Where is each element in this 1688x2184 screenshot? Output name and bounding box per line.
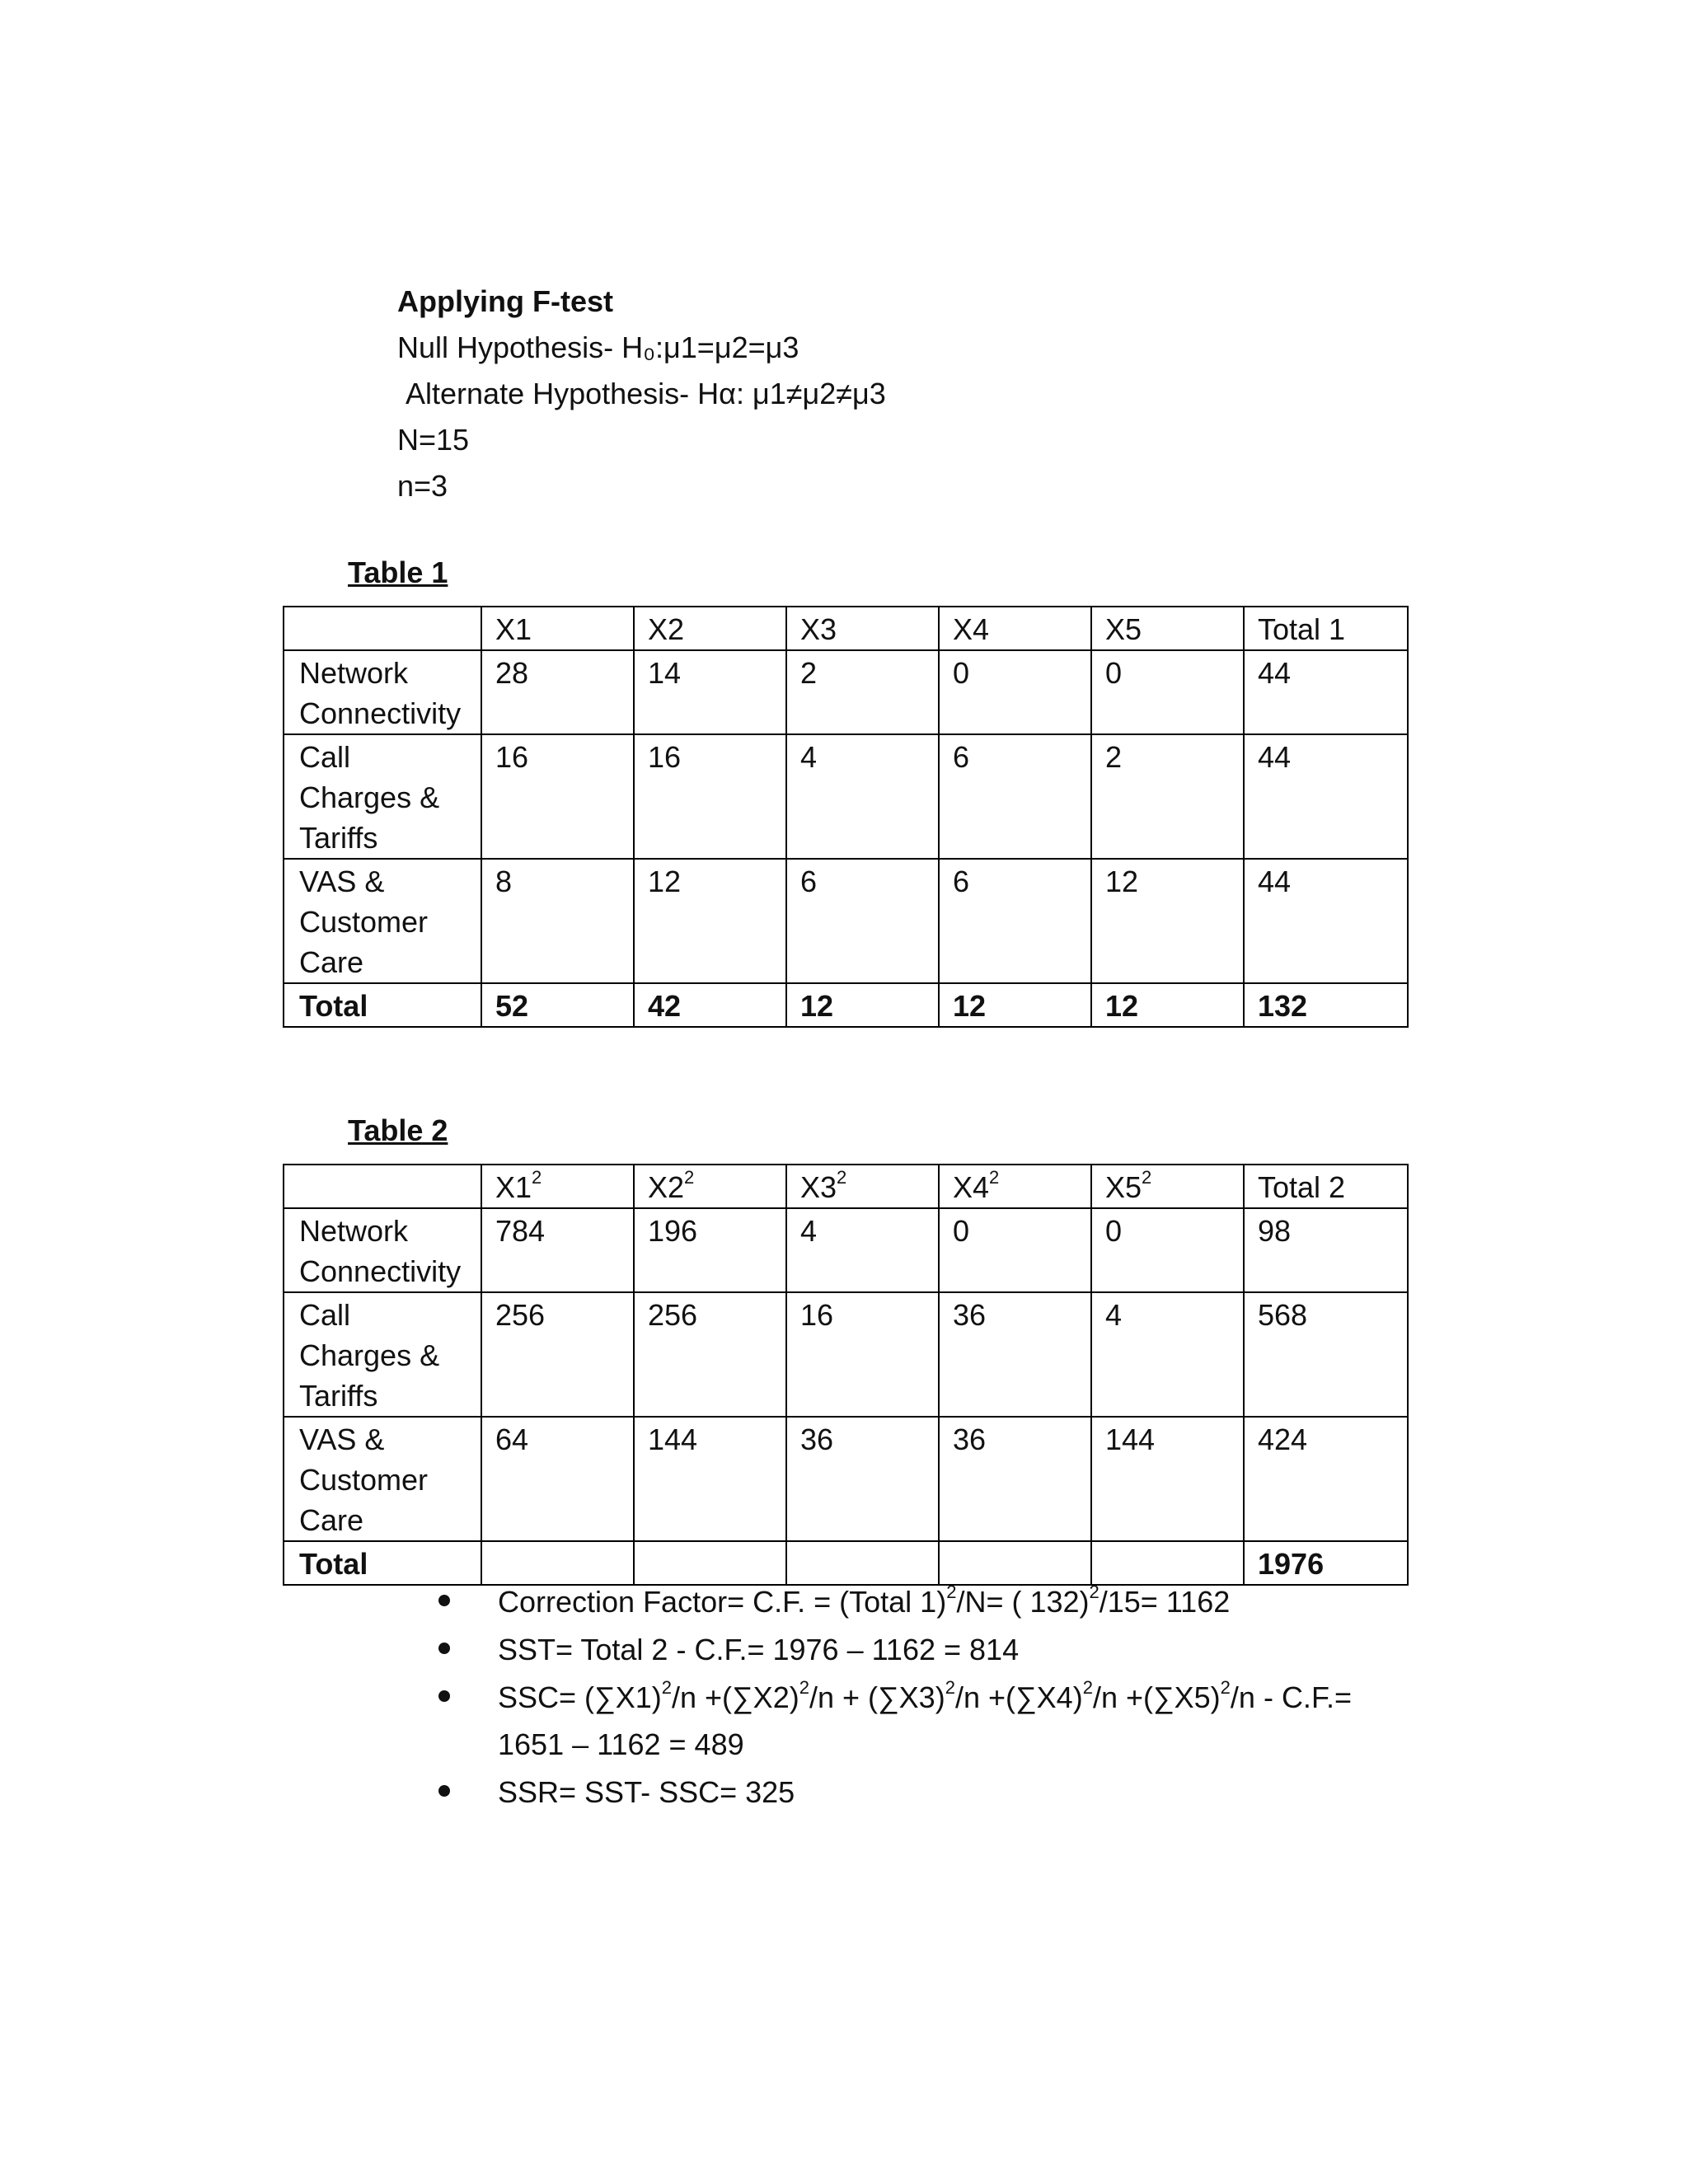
table-cell: 4 [786,1208,939,1292]
table-cell: 36 [786,1417,939,1541]
header-label: X4 [953,612,990,646]
table2 [283,1164,1409,1586]
table-cell: 6 [786,859,939,983]
table-cell: 16 [481,734,634,859]
ssc-sup: 2 [1082,1677,1093,1698]
header-label: X5 [1105,612,1142,646]
sst-text: SST= Total 2 - C.F.= 1976 – 1162 = 814 [498,1633,1020,1666]
header-row [284,607,1408,650]
table-cell: 44 [1244,650,1408,734]
bullet-icon [438,1595,450,1606]
table-cell: 2 [786,650,939,734]
table-cell: 28 [481,650,634,734]
table-cell: 0 [939,650,1091,734]
header-cell [481,1165,634,1208]
ssc-text-1: SSC= (∑X1) [498,1680,662,1714]
table-cell: 0 [939,1208,1091,1292]
header-cell [634,607,786,650]
header-cell [939,607,1091,650]
cf-sup-2: 2 [1089,1582,1100,1602]
table-cell: 0 [1091,650,1244,734]
table-row [284,650,1408,734]
ssc-sup: 2 [1220,1677,1231,1698]
cf-text-a: Correction Factor= C.F. = (Total 1) [498,1585,947,1619]
table-cell: 144 [1091,1417,1244,1541]
header-cell [786,607,939,650]
total-label: Total [284,1541,481,1585]
table-cell: 144 [634,1417,786,1541]
total-cell: 12 [939,983,1091,1027]
ssc-text-6: /n - C.F.= [1230,1680,1352,1714]
header-cell [1244,1165,1408,1208]
table-row [284,1292,1408,1417]
table-row [284,734,1408,859]
table-cell: 4 [786,734,939,859]
header-exponent: 2 [837,1167,847,1188]
cf-text-c: /15= 1162 [1099,1585,1231,1619]
table1 [283,606,1409,1028]
cf-text-b: /N= ( 132) [956,1585,1090,1619]
alternate-hypothesis: Alternate Hypothesis- Hα: μ1≠μ2≠μ3 [406,377,886,410]
header-label: X2 [648,1170,685,1204]
table-row [284,1208,1408,1292]
header-cell [786,1165,939,1208]
table2-caption: Table 2 [348,1113,448,1147]
table-cell: 256 [481,1292,634,1417]
table-cell: 44 [1244,859,1408,983]
header-exponent: 2 [1142,1167,1152,1188]
row-label: Network Connectivity [284,1208,481,1292]
header-cell [1244,607,1408,650]
header-label: Total 2 [1258,1170,1346,1204]
sst-item [438,1626,1428,1673]
header-exponent: 2 [989,1167,1000,1188]
table-cell: 36 [939,1417,1091,1541]
header-label: X1 [495,1170,532,1204]
total-cell: 42 [634,983,786,1027]
table-cell: 98 [1244,1208,1408,1292]
ssc-item [438,1674,1428,1768]
table-cell: 12 [1091,859,1244,983]
table-cell: 16 [634,734,786,859]
table-cell: 196 [634,1208,786,1292]
header-exponent: 2 [684,1167,695,1188]
ssr-text: SSR= SST- SSC= 325 [498,1775,795,1809]
header-label: X1 [495,612,532,646]
table-row [284,859,1408,983]
null-hypothesis: Null Hypothesis- H₀:μ1=μ2=μ3 [397,330,799,364]
total-cell: 52 [481,983,634,1027]
header-label: X5 [1105,1170,1142,1204]
table-cell: 16 [786,1292,939,1417]
header-cell [481,607,634,650]
header-label: X2 [648,612,685,646]
cf-sup-1: 2 [946,1582,957,1602]
ssc-text-5: /n +(∑X5) [1092,1680,1221,1714]
sample-size-N: N=15 [397,423,470,457]
total-cell: 12 [1091,983,1244,1027]
calculation-list [438,1578,1428,1816]
header-cell [284,1165,481,1208]
table-cell: 0 [1091,1208,1244,1292]
ssc-text-3: /n + (∑X3) [809,1680,945,1714]
header-label: X3 [800,1170,837,1204]
ssc-text-2: /n +(∑X2) [671,1680,799,1714]
header-cell [634,1165,786,1208]
bullet-icon [438,1690,450,1702]
table-cell: 6 [939,859,1091,983]
ssc-sup: 2 [799,1677,809,1698]
total-cell: 1976 [1244,1541,1408,1585]
table-cell: 784 [481,1208,634,1292]
table-cell: 256 [634,1292,786,1417]
group-size-n: n=3 [397,469,448,503]
table-cell: 12 [634,859,786,983]
intro-block [397,279,886,509]
row-label: VAS & Customer Care [284,1417,481,1541]
total-label: Total [284,983,481,1027]
table-cell: 64 [481,1417,634,1541]
correction-factor-item [438,1578,1428,1625]
ssc-sup: 2 [945,1677,955,1698]
header-cell [284,607,481,650]
header-label: Total 1 [1258,612,1346,646]
row-label: Network Connectivity [284,650,481,734]
table-cell: 568 [1244,1292,1408,1417]
header-exponent: 2 [532,1167,542,1188]
table-cell: 4 [1091,1292,1244,1417]
header-row [284,1165,1408,1208]
table-row [284,1417,1408,1541]
bullet-icon [438,1643,450,1654]
header-cell [939,1165,1091,1208]
table-cell: 424 [1244,1417,1408,1541]
row-label: Call Charges & Tariffs [284,734,481,859]
header-label: X4 [953,1170,990,1204]
ssr-item [438,1769,1428,1816]
header-label: X3 [800,612,837,646]
header-cell [1091,607,1244,650]
total-row [284,983,1408,1027]
header-cell [1091,1165,1244,1208]
row-label: VAS & Customer Care [284,859,481,983]
ssc-text-4: /n +(∑X4) [954,1680,1083,1714]
table-cell: 8 [481,859,634,983]
table-cell: 44 [1244,734,1408,859]
table1-caption: Table 1 [348,555,448,589]
table-cell: 36 [939,1292,1091,1417]
ssc-sup: 2 [661,1677,672,1698]
row-label: Call Charges & Tariffs [284,1292,481,1417]
table-cell: 2 [1091,734,1244,859]
ssc-result: 1651 – 1162 = 489 [498,1727,744,1761]
table-cell: 6 [939,734,1091,859]
table-cell: 14 [634,650,786,734]
section-title: Applying F-test [397,284,613,318]
bullet-icon [438,1785,450,1797]
total-cell: 12 [786,983,939,1027]
total-cell: 132 [1244,983,1408,1027]
